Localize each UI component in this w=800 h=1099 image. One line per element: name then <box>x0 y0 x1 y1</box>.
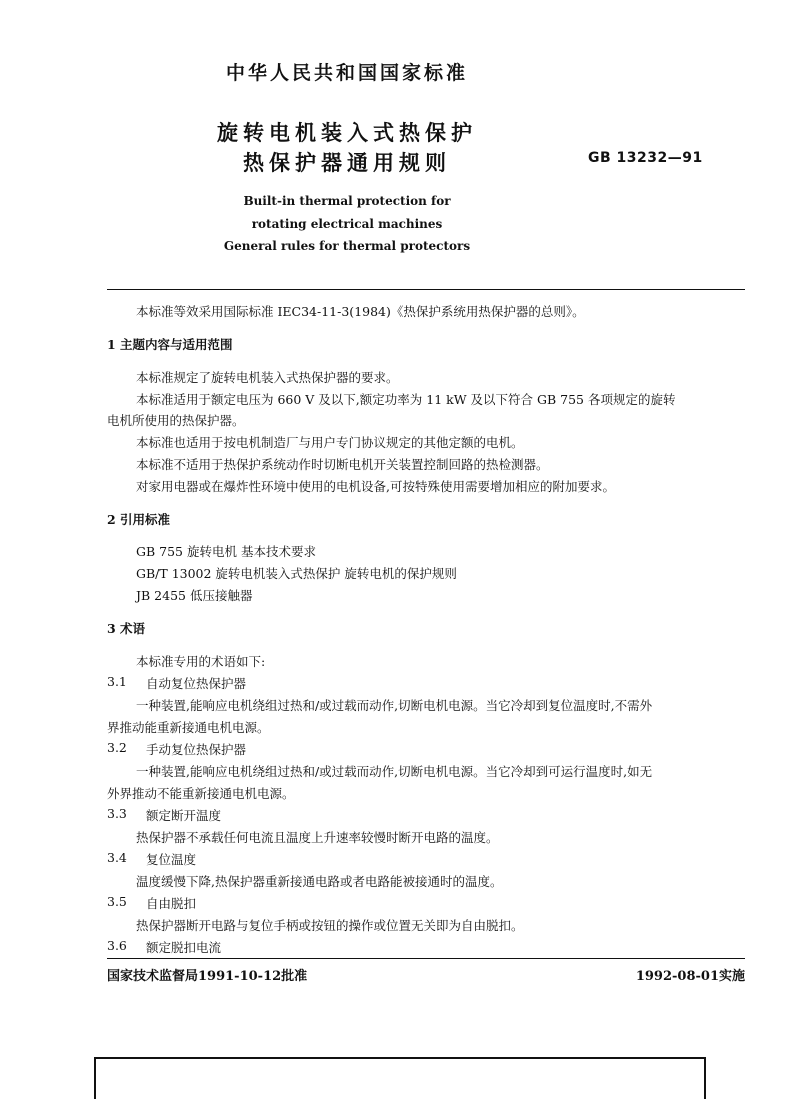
term-definition: 一种装置,能响应电机绕组过热和/或过载而动作,切断电机电源。当它冷却到复位温度时,不需外 <box>136 698 653 713</box>
page-frame-box <box>94 1057 706 1099</box>
term-title: 额定脱扣电流 <box>146 940 222 955</box>
preface-text: 本标准等效采用国际标准 IEC34-11-3(1984)《热保护系统用热保护器的总则》。 <box>136 304 585 319</box>
term-definition: 温度缓慢下降,热保护器重新接通电路或者电路能被接通时的温度。 <box>136 874 503 889</box>
implementation-date: 1992-08-01实施 <box>635 969 745 984</box>
document-title-line1: 旋转电机装入式热保护 <box>217 120 477 145</box>
paragraph: 本标准专用的术语如下: <box>136 654 266 669</box>
reference-item: GB 755 旋转电机 基本技术要求 <box>136 544 316 559</box>
term-number: 3.5 <box>107 894 127 909</box>
term-title: 自由脱扣 <box>146 896 197 911</box>
term-definition: 外界推动不能重新接通电机电源。 <box>107 786 295 801</box>
section-heading: 3 术语 <box>107 621 146 636</box>
paragraph: 本标准适用于额定电压为 660 V 及以下,额定功率为 11 kW 及以下符合 GB 755 各项规定的旋转 <box>136 392 676 407</box>
term-title: 复位温度 <box>146 852 197 867</box>
term-title: 自动复位热保护器 <box>146 676 247 691</box>
paragraph: 本标准也适用于按电机制造厂与用户专门协议规定的其他定额的电机。 <box>136 435 524 450</box>
section-heading: 1 主题内容与适用范围 <box>107 337 233 352</box>
paragraph: 本标准规定了旋转电机装入式热保护器的要求。 <box>136 370 399 385</box>
section-heading: 2 引用标准 <box>107 512 171 527</box>
approval-date: 国家技术监督局1991-10-12批准 <box>107 969 308 984</box>
national-standard-title: 中华人民共和国国家标准 <box>225 62 468 84</box>
term-definition: 热保护器不承载任何电流且温度上升速率较慢时断开电路的温度。 <box>136 830 499 845</box>
term-definition: 界推动能重新接通电机电源。 <box>107 720 270 735</box>
standard-number: GB 13232—91 <box>588 150 703 166</box>
paragraph: 对家用电器或在爆炸性环境中使用的电机设备,可按特殊使用需要增加相应的附加要求。 <box>136 479 615 494</box>
english-title-line: Built-in thermal protection for <box>243 194 451 208</box>
reference-item: JB 2455 低压接触器 <box>136 588 253 603</box>
document-title-line2: 热保护器通用规则 <box>243 150 451 175</box>
paragraph: 本标准不适用于热保护系统动作时切断电机开关装置控制回路的热检测器。 <box>136 457 549 472</box>
term-definition: 一种装置,能响应电机绕组过热和/或过载而动作,切断电机电源。当它冷却到可运行温度时,如无 <box>136 764 653 779</box>
top-divider <box>107 289 745 290</box>
reference-item: GB/T 13002 旋转电机装入式热保护 旋转电机的保护规则 <box>136 566 457 581</box>
paragraph: 电机所使用的热保护器。 <box>107 413 245 428</box>
term-title: 额定断开温度 <box>146 808 222 823</box>
term-title: 手动复位热保护器 <box>146 742 247 757</box>
english-title-line: General rules for thermal protectors <box>223 239 471 253</box>
term-number: 3.6 <box>107 938 127 953</box>
bottom-divider <box>107 958 745 959</box>
english-title-line: rotating electrical machines <box>251 217 443 231</box>
term-number: 3.2 <box>107 740 127 755</box>
term-number: 3.3 <box>107 806 127 821</box>
term-number: 3.1 <box>107 674 127 689</box>
term-number: 3.4 <box>107 850 127 865</box>
term-definition: 热保护器断开电路与复位手柄或按钮的操作或位置无关即为自由脱扣。 <box>136 918 524 933</box>
